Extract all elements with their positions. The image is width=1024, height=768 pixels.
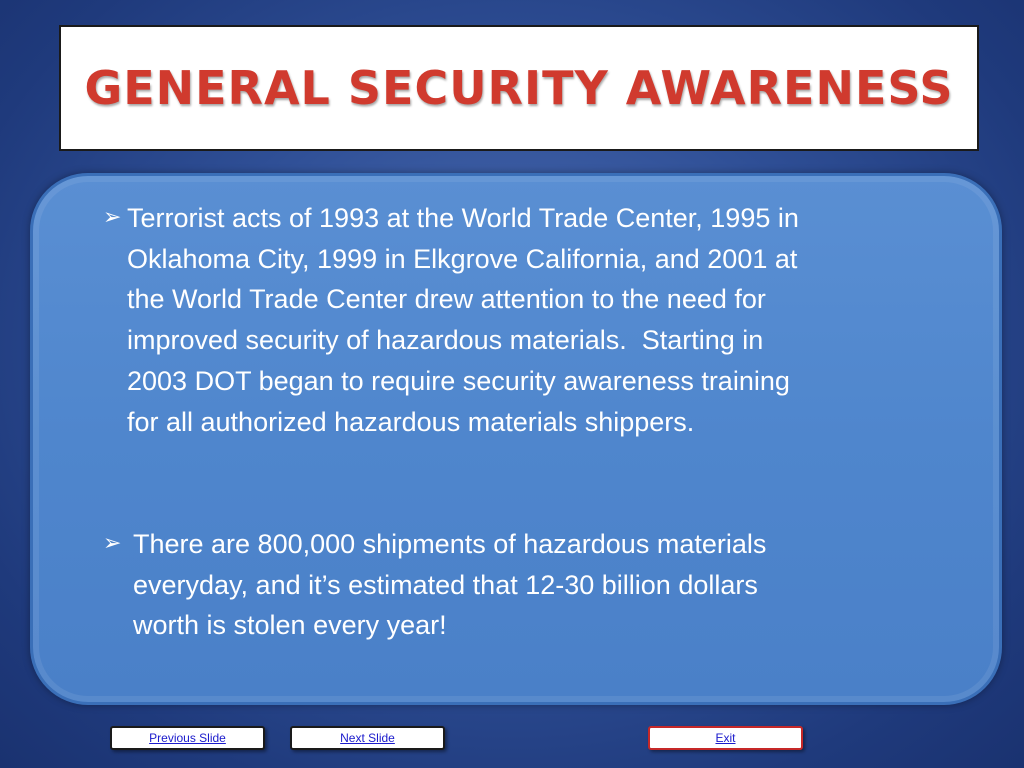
exit-link[interactable]: Exit xyxy=(715,731,736,745)
bullet-item xyxy=(103,198,933,442)
next-slide-button[interactable] xyxy=(290,726,445,750)
bullet-text: There are 800,000 shipments of hazardous materials everyday, and it’s estimated that 12-30 billion dollars worth is stolen every year! xyxy=(133,529,767,641)
title-banner xyxy=(59,25,979,151)
arrow-bullet-icon: ➢ xyxy=(103,205,122,230)
previous-slide-button[interactable] xyxy=(110,726,265,750)
content-panel xyxy=(30,173,1002,705)
arrow-bullet-icon: ➢ xyxy=(103,531,122,556)
slide-title: GENERAL SECURITY AWARENESS xyxy=(84,61,954,115)
previous-slide-link[interactable]: Previous Slide xyxy=(149,731,226,745)
exit-button[interactable] xyxy=(648,726,803,750)
bullet-text: Terrorist acts of 1993 at the World Trade Center, 1995 in Oklahoma City, 1999 in Elkgrove California, and 2001 at the World Trade Center drew attention to the need for improved security of hazardous materials. Starting in 2003 DOT began to require security awareness training for all authorized hazardous materials shippers. xyxy=(127,203,799,437)
next-slide-link[interactable]: Next Slide xyxy=(340,731,395,745)
bullet-item xyxy=(103,524,933,646)
